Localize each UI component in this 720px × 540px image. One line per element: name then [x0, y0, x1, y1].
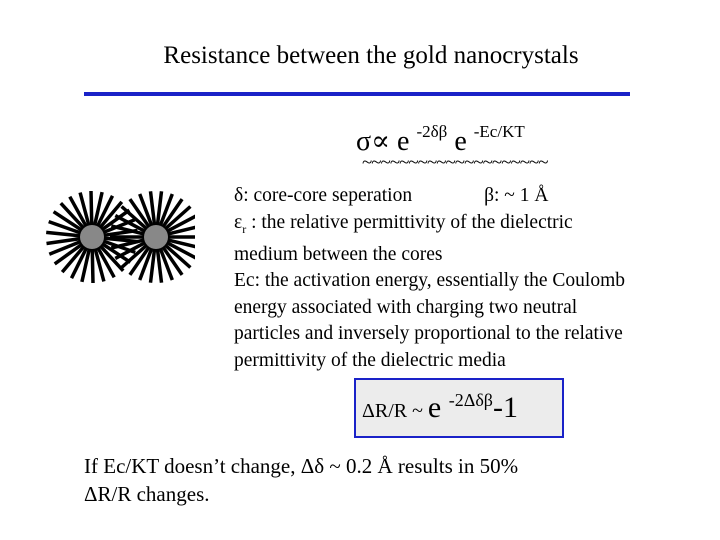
resistance-formula-e: e: [427, 391, 449, 424]
resistance-formula-left: ΔR/R ~: [362, 400, 428, 422]
definition-line-4: Ec: the activation energy, essentially the Coulomb: [234, 270, 625, 292]
resistance-formula-exponent: -2Δδβ: [448, 390, 493, 410]
formula-mid: e: [447, 126, 474, 157]
epsilon-text: : the relative permittivity of the dielectric: [246, 211, 573, 233]
nanocrystal-pair-illustration: [45, 185, 195, 295]
definition-line-7: permittivity of the dielectric media: [234, 349, 506, 371]
ligand-spike: [91, 191, 92, 227]
variable-definitions: [234, 183, 704, 374]
definition-epsilon: [234, 210, 704, 242]
ligand-spike: [92, 247, 93, 283]
formula-exponent-1: -2δβ: [416, 122, 448, 141]
slide-title: Resistance between the gold nanocrystals: [163, 42, 579, 69]
epsilon-symbol: ε: [234, 211, 243, 233]
definition-delta-beta: [234, 183, 704, 210]
definition-line-5: energy associated with charging two neutral: [234, 296, 578, 318]
formula-tilde-underline: ~~~~~~~~~~~~~~~~~~~~: [362, 152, 548, 173]
conclusion-line-1: If Ec/KT doesn’t change, Δδ ~ 0.2 Å results in 50%: [84, 454, 519, 478]
resistance-formula: [362, 391, 518, 425]
definition-beta: β: ~ 1 Å: [484, 185, 549, 206]
definition-delta: δ: core-core seperation: [234, 185, 413, 206]
conclusion-line-2: ΔR/R changes.: [84, 482, 210, 506]
definition-line-6: particles and inversely proportional to the relative: [234, 323, 623, 345]
formula-prefix: σ∝ e: [356, 126, 417, 157]
conclusion-text: [84, 452, 518, 508]
nanocrystal-core-right: [144, 225, 168, 249]
nanocrystal-core-left: [80, 225, 104, 249]
epsilon-subscript: r: [242, 221, 247, 236]
title-underline: [84, 92, 630, 96]
definition-line-3: medium between the cores: [234, 243, 443, 265]
formula-exponent-2: -Ec/KT: [473, 122, 525, 141]
resistance-formula-tail: -1: [492, 391, 518, 424]
